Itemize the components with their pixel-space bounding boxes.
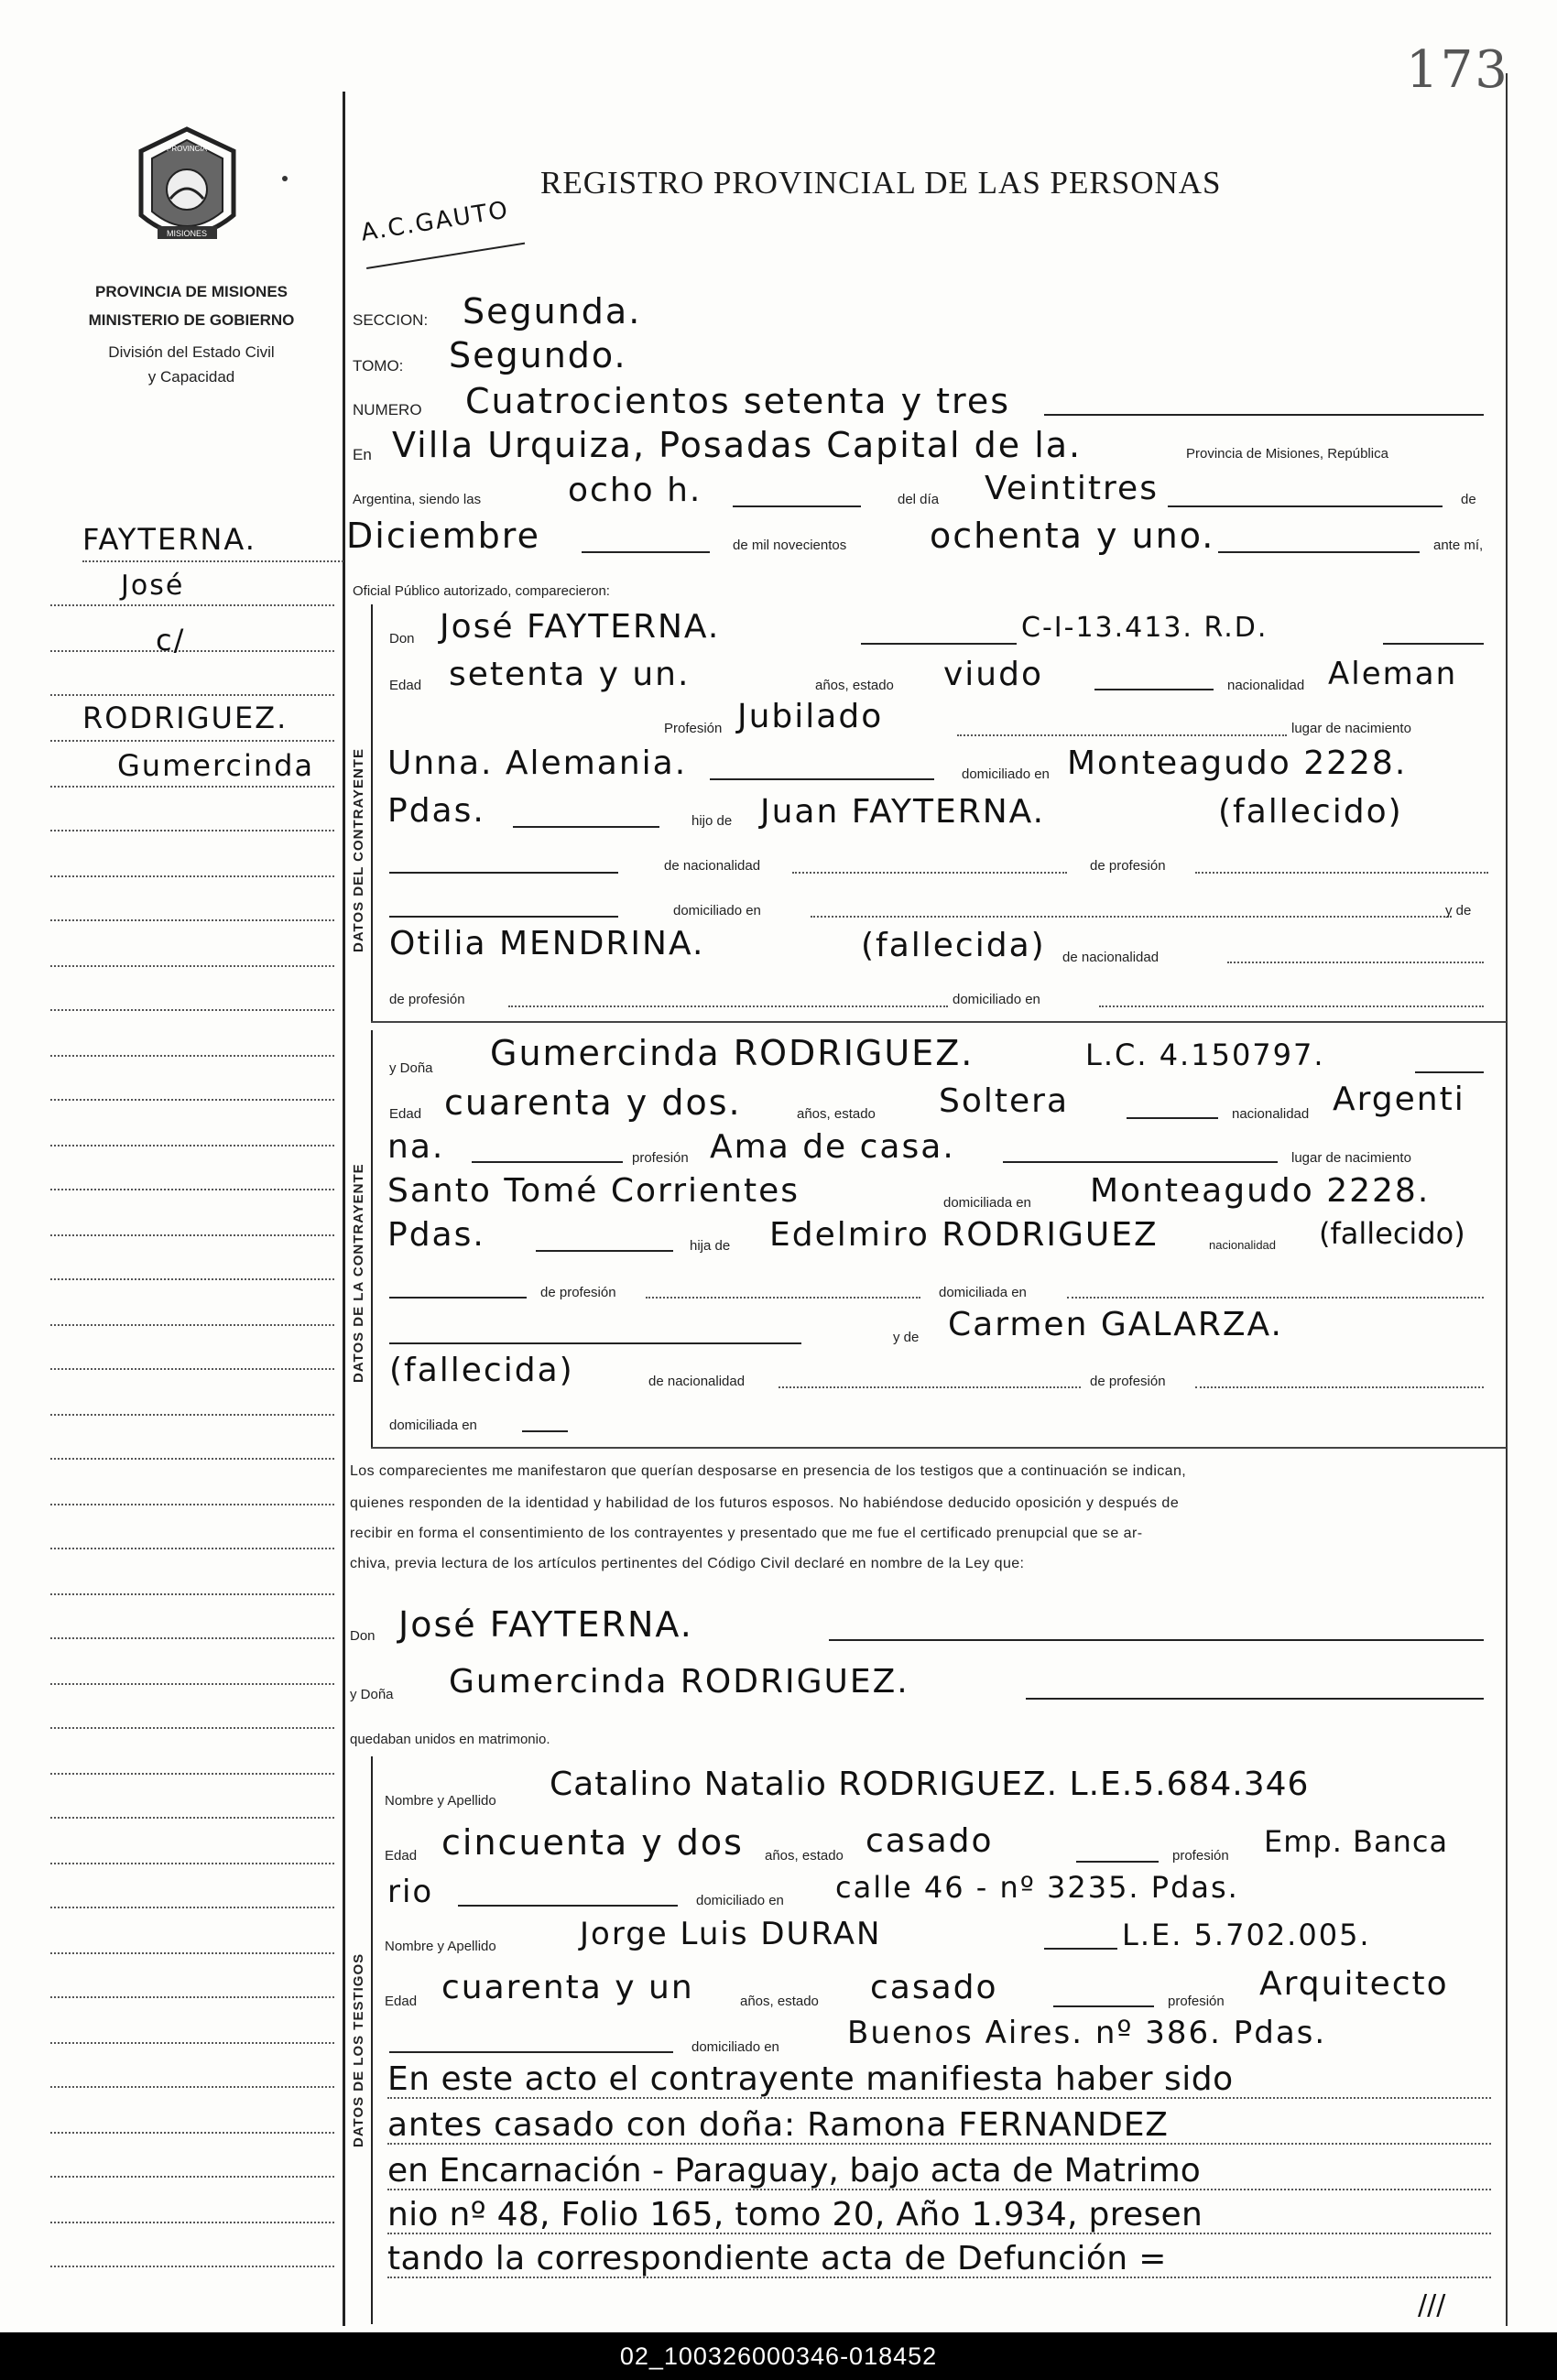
- profesion-label: Profesión: [664, 721, 723, 736]
- nacionalidad-label: nacionalidad: [1227, 678, 1305, 693]
- en-label: En: [353, 446, 372, 463]
- t1-edad: cincuenta y dos: [441, 1822, 744, 1863]
- declaration-don-nombre: José FAYTERNA.: [398, 1604, 693, 1645]
- contrayenta-edad: cuarenta y dos.: [444, 1082, 742, 1123]
- nota-line-5: tando la correspondiente acta de Defunción =: [387, 2240, 1167, 2277]
- contrayenta-madre: Carmen GALARZA.: [948, 1306, 1283, 1343]
- anio-value: ochenta y uno.: [930, 516, 1215, 556]
- seccion-label: SECCION:: [353, 311, 429, 329]
- contrayente-lugar-nac: Unna. Alemania.: [387, 744, 688, 782]
- contrayente-domicilio: Monteagudo 2228.: [1067, 744, 1408, 782]
- contrayenta-madre-estado: (fallecida): [389, 1352, 574, 1389]
- hija-label: hija de: [690, 1238, 731, 1254]
- numero-value: Cuatrocientos setenta y tres: [465, 381, 1011, 421]
- contrayente-nombre: José FAYTERNA.: [440, 608, 721, 646]
- contrayenta-estado: Soltera: [939, 1082, 1070, 1120]
- provincia-label: Provincia de Misiones, República: [1186, 446, 1388, 462]
- contrayente-edad: setenta y un.: [449, 656, 691, 693]
- t2-profesion-label: profesión: [1168, 1994, 1225, 2009]
- declaration-dona-label: y Doña: [350, 1687, 394, 1702]
- declaration-line-3: recibir en forma el consentimiento de los contrayentes y presentado que me fue el certificado prenupcial que se ar-: [350, 1526, 1143, 1541]
- nota-line-4: nio nº 48, Folio 165, tomo 20, Año 1.934, presen: [387, 2196, 1203, 2233]
- declaration-line-2: quienes responden de la identidad y habilidad de los futuros esposos. No habiéndose deducido oposición y después de: [350, 1495, 1180, 1511]
- y-de-label: y de: [1445, 903, 1472, 918]
- margin-rule: [343, 92, 345, 2326]
- province-label: PROVINCIA DE MISIONES: [94, 283, 288, 300]
- don-label: Don: [389, 631, 415, 647]
- contrayenta-domicilio-ciudad: Pdas.: [387, 1216, 485, 1254]
- initials-underline: [366, 243, 525, 269]
- contrayenta-profesion: Ama de casa.: [710, 1128, 955, 1166]
- madre-profesion-label: de profesión: [389, 992, 465, 1007]
- t1-domicilio: calle 46 - nº 3235. Pdas.: [835, 1870, 1239, 1905]
- contrayente-nacionalidad: Aleman: [1328, 656, 1458, 692]
- official-initials: A.C.GAUTO: [359, 196, 512, 247]
- t2-estado: casado: [870, 1969, 998, 2006]
- anio-label: de mil novecientos: [733, 538, 847, 553]
- nota-line-2: antes casado con doña: Ramona FERNANDEZ: [387, 2106, 1169, 2144]
- t1-profesion-label: profesión: [1172, 1848, 1229, 1864]
- margin-groom-name: José: [121, 570, 185, 602]
- t2-edad: cuarenta y un: [441, 1969, 694, 2006]
- contrayenta-padre-estado: (fallecido): [1319, 1216, 1465, 1251]
- contrayenta-madre-domiciliada-label: domiciliada en: [389, 1418, 477, 1433]
- t1-domiciliado-label: domiciliado en: [696, 1893, 784, 1908]
- document-code: 02_100326000346-018452: [619, 2342, 938, 2370]
- t2-documento: L.E. 5.702.005.: [1122, 1918, 1371, 1952]
- declaration-don-label: Don: [350, 1628, 376, 1644]
- seal-emblem: [130, 124, 245, 256]
- t2-domicilio: Buenos Aires. nº 386. Pdas.: [847, 2015, 1327, 2051]
- de-profesion-label: de profesión: [1090, 858, 1166, 874]
- t1-estado-label: años, estado: [765, 1848, 844, 1864]
- dot-mark: [282, 176, 288, 181]
- t1-profesion-2: rio: [387, 1874, 434, 1910]
- t2-edad-label: Edad: [385, 1994, 418, 2009]
- seccion-value: Segunda.: [463, 291, 642, 331]
- hijo-label: hijo de: [691, 813, 733, 829]
- t1-estado: casado: [866, 1822, 994, 1860]
- contrayenta-de-profesion-label: de profesión: [540, 1285, 616, 1300]
- contrayenta-lugar-nac-label: lugar de nacimiento: [1291, 1150, 1411, 1166]
- contrayenta-profesion-label: profesión: [632, 1150, 689, 1166]
- declaration-line-1: Los comparecientes me manifestaron que querían desposarse en presencia de los testigos que a continuación se indican,: [350, 1463, 1187, 1479]
- contrayenta-documento: L.C. 4.150797.: [1085, 1038, 1325, 1072]
- lugar-nac-label: lugar de nacimiento: [1291, 721, 1411, 736]
- contrayente-documento: C-I-13.413. R.D.: [1021, 612, 1268, 644]
- contrayenta-edad-label: Edad: [389, 1106, 422, 1122]
- contrayenta-padre: Edelmiro RODRIGUEZ: [769, 1216, 1159, 1254]
- contrayenta-nacionalidad-1: Argenti: [1333, 1081, 1465, 1118]
- contrayenta-madre-nacionalidad-label: de nacionalidad: [648, 1374, 746, 1389]
- contrayenta-domiciliada-label: domiciliada en: [943, 1195, 1031, 1211]
- domiciliado-label: domiciliado en: [962, 766, 1050, 782]
- margin-groom-surname: FAYTERNA.: [82, 522, 256, 557]
- contrayenta-anos-estado-label: años, estado: [797, 1106, 876, 1122]
- page-number: 173: [1406, 40, 1509, 100]
- contrayente-madre-estado: (fallecida): [861, 927, 1046, 964]
- contrayente-padre: Juan FAYTERNA.: [760, 793, 1046, 831]
- argentina-label: Argentina, siendo las: [353, 492, 482, 507]
- oficial-label: Oficial Público autorizado, comparecieron:: [353, 583, 610, 599]
- contrayenta-nacionalidad-2: na.: [387, 1128, 445, 1166]
- contrayenta-padre-nacionalidad-label: nacionalidad: [1209, 1238, 1277, 1252]
- division-label: División del Estado Civil: [108, 343, 275, 361]
- de-nacionalidad-label: de nacionalidad: [664, 858, 761, 874]
- hora-value: ocho h.: [568, 472, 702, 509]
- contrayenta-nombre: Gumercinda RODRIGUEZ.: [490, 1033, 974, 1073]
- t1-nombre-label: Nombre y Apellido: [385, 1793, 496, 1809]
- anos-estado-label: años, estado: [815, 678, 894, 693]
- document-code-bar: [0, 2332, 1557, 2380]
- right-margin-rule: [1506, 73, 1508, 2326]
- t1-profesion-1: Emp. Banca: [1264, 1824, 1449, 1859]
- t1-nombre: Catalino Natalio RODRIGUEZ. L.E.5.684.346: [550, 1766, 1310, 1803]
- section-contrayenta: DATOS DE LA CONTRAYENTE: [351, 1163, 366, 1383]
- t2-nombre: Jorge Luis DURAN: [580, 1916, 882, 1952]
- contrayenta-domiciliada-en-label: domiciliada en: [939, 1285, 1027, 1300]
- t2-domiciliado-label: domiciliado en: [691, 2039, 779, 2055]
- declaration-line-4: chiva, previa lectura de los artículos pertinentes del Código Civil declaré en nombre de la Ley que:: [350, 1556, 1025, 1571]
- contrayente-padre-estado: (fallecido): [1218, 793, 1403, 831]
- nota-line-3: en Encarnación - Paraguay, bajo acta de Matrimo: [387, 2152, 1201, 2190]
- t2-nombre-label: Nombre y Apellido: [385, 1939, 496, 1954]
- margin-bride-surname: RODRIGUEZ.: [82, 701, 289, 735]
- madre-nacionalidad-label: de nacionalidad: [1062, 950, 1160, 965]
- de-label: de: [1461, 492, 1476, 507]
- contrayenta-y-de-label: y de: [893, 1330, 920, 1345]
- contrayente-madre: Otilia MENDRINA.: [389, 925, 705, 962]
- edad-label: Edad: [389, 678, 422, 693]
- dia-label: del día: [898, 492, 940, 507]
- section-testigos: DATOS DE LOS TESTIGOS: [351, 1952, 366, 2147]
- dia-value: Veintitres: [985, 470, 1159, 507]
- division-label-2: y Capacidad: [147, 368, 235, 386]
- t1-edad-label: Edad: [385, 1848, 418, 1864]
- t2-estado-label: años, estado: [740, 1994, 819, 2009]
- declaration-closing: quedaban unidos en matrimonio.: [350, 1732, 550, 1747]
- declaration-dona-nombre: Gumercinda RODRIGUEZ.: [449, 1663, 909, 1701]
- section-contrayente: DATOS DEL CONTRAYENTE: [351, 748, 366, 952]
- ministry-label: MINISTERIO DE GOBIERNO: [88, 311, 295, 329]
- tomo-label: TOMO:: [353, 357, 404, 375]
- contrayenta-madre-profesion-label: de profesión: [1090, 1374, 1166, 1389]
- t2-profesion: Arquitecto: [1259, 1965, 1449, 2003]
- madre-domiciliado-label: domiciliado en: [953, 992, 1040, 1007]
- contrayente-estado: viudo: [943, 656, 1043, 693]
- contrayenta-domicilio: Monteagudo 2228.: [1090, 1172, 1431, 1210]
- nota-line-1: En este acto el contrayente manifiesta haber sido: [387, 2060, 1234, 2098]
- nota-mark: ///: [1418, 2289, 1446, 2321]
- page-title: REGISTRO PROVINCIAL DE LAS PERSONAS: [540, 165, 1222, 201]
- lugar-value: Villa Urquiza, Posadas Capital de la.: [392, 425, 1083, 465]
- ante-label: ante mí,: [1433, 538, 1484, 553]
- tomo-value: Segundo.: [449, 335, 627, 375]
- contrayenta-lugar-nac: Santo Tomé Corrientes: [387, 1172, 800, 1210]
- seal-top-text: PROVINCIA: [166, 145, 208, 153]
- contrayente-profesion: Jubilado: [737, 698, 884, 735]
- margin-conjunction: c/: [156, 623, 186, 657]
- contrayente-domicilio-ciudad: Pdas.: [387, 792, 485, 830]
- margin-bride-name: Gumercinda: [117, 748, 315, 783]
- dona-label: y Doña: [389, 1060, 433, 1076]
- contrayenta-nacionalidad-label: nacionalidad: [1232, 1106, 1310, 1122]
- mes-value: Diciembre: [346, 516, 540, 556]
- numero-label: NUMERO: [353, 401, 422, 418]
- domiciliado-en-label: domiciliado en: [673, 903, 761, 918]
- seal-bottom-text: MISIONES: [166, 229, 208, 238]
